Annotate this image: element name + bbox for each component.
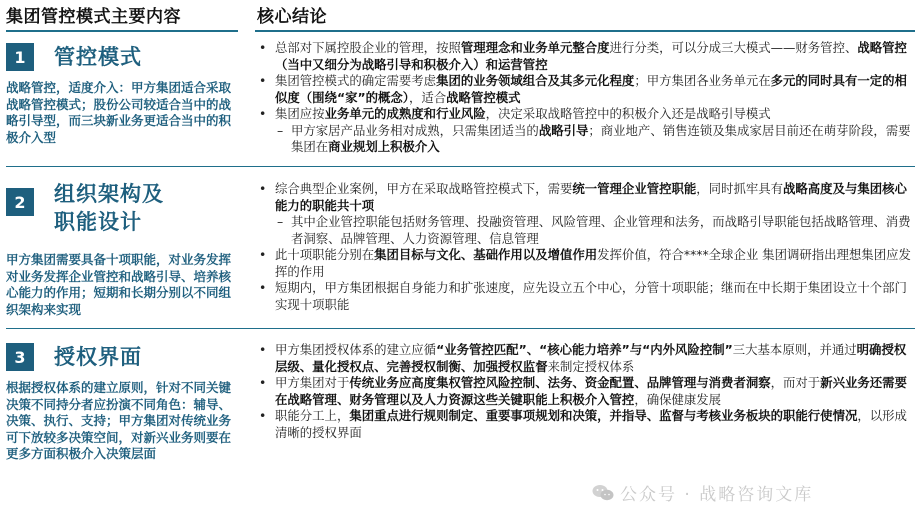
bullet-emphasis: 战略高度及与集团核心能力的职能共十项: [275, 181, 907, 213]
bullet-item: [257, 408, 913, 441]
bullet-text: 集团管控模式的确定需要考虑: [275, 73, 437, 88]
header-left-rule: [6, 30, 238, 32]
bullet-text: ；甲方集团各业务单元在: [634, 73, 771, 88]
bullet-emphasis: 集团目标与文化、基础作用以及增值作用: [374, 247, 598, 262]
bullet-emphasis: 商业规划上积极介入: [328, 139, 440, 154]
bullet-text: ，以形成清晰的授权界面: [275, 408, 907, 440]
section-summary: 战略管控，适度介入：甲方集团适合采取战略管控模式；股份公司较适合当中的战略引导型，而三块新业务更适合当中的积极介入型: [6, 80, 232, 145]
section-number: 1: [6, 43, 34, 71]
sub-bullet-item: [257, 123, 913, 156]
bullet-text: 综合典型企业案例，甲方在采取战略管控模式下，需要: [275, 181, 573, 196]
bullet-text: 甲方集团授权体系的建立应循: [275, 342, 437, 357]
bullet-emphasis: 明确授权层级、量化授权点、完善授权制衡、加强授权监督: [275, 342, 907, 374]
bullet-emphasis: 新兴业务还需要在战略管理、财务管理以及人力资源这些关键职能上积极介入管控: [275, 375, 907, 407]
bullet-text: ；商业地产、销售连锁及集成家居目前还在萌芽阶段，需要集团在: [291, 122, 911, 154]
section-number: 2: [6, 188, 34, 216]
bullet-item: [257, 73, 913, 106]
bullet-text: 职能分工上，: [275, 408, 350, 423]
section-title-line2: 职能设计: [54, 210, 142, 234]
bullet-text: 甲方集团对于: [275, 375, 350, 390]
bullet-text: 短期内，甲方集团根据自身能力和扩张速度，应先设立五个中心，分管十项职能；继而在中长期于集团设立十个部门实现十项职能: [275, 280, 907, 312]
bullet-emphasis: 战略管控模式: [446, 89, 521, 105]
section-title: 授权界面: [54, 345, 142, 369]
section-number: 3: [6, 343, 34, 371]
section-title: 管控模式: [54, 45, 142, 69]
bullet-text: 三大基本原则，并通过: [732, 342, 857, 357]
bullet-text: 发挥价值，符合****全球企业 集团调研指出理想集团应发挥的作用: [275, 247, 911, 279]
header-right-rule: [255, 30, 915, 32]
header-right-title: 核心结论: [257, 7, 327, 27]
bullet-item: [257, 40, 913, 73]
bullet-item: [257, 342, 913, 375]
wechat-icon: [592, 484, 614, 502]
bullet-text: ，同时抓牢具有: [696, 181, 784, 196]
bullet-text: 其中企业管控职能包括财务管理、投融资管理、风险管理、企业管理和法务，而战略引导职能包括战略管理、消费者洞察、品牌管理、人力资源管理、信息管理: [291, 214, 911, 246]
section-divider: [6, 166, 915, 167]
section-divider: [6, 328, 915, 329]
section-summary: 甲方集团需要具备十项职能，对业务发挥对业务发挥企业管控和战略引导、培养核心能力的作用；短期和长期分别以不同组织架构来实现: [6, 252, 232, 317]
header-left-title: 集团管控模式主要内容: [6, 7, 181, 27]
section-summary: 根据授权体系的建立原则，针对不同关键决策不同持分者应扮演不同角色：辅导、决策、执行、支持；甲方集团对传统业务可下放较多决策空间，对新兴业务则要在更多方面积极介入决策层面: [6, 380, 232, 461]
section-bullets: [257, 40, 913, 156]
watermark: [592, 480, 813, 505]
bullet-emphasis: 战略引导: [538, 122, 589, 138]
section-bullets: [257, 181, 913, 313]
bullet-emphasis: 统一管理企业管控职能: [572, 181, 697, 196]
bullet-text: ，确保健康发展: [634, 391, 722, 407]
bullet-item: [257, 106, 913, 123]
bullet-text: 此十项职能分别在: [275, 247, 375, 262]
watermark-text: 公众号 · 战略咨询文库: [620, 485, 814, 505]
bullet-emphasis: 集团重点进行规则制定、重要事项规划和决策，并指导、监督与考核业务板块的职能行使情况: [349, 408, 858, 423]
sub-bullet-item: [257, 214, 913, 247]
bullet-text: 来制定授权体系: [547, 358, 635, 374]
bullet-emphasis: 管理理念和业务单元整合度: [460, 40, 610, 55]
bullet-text: 进行分类，可以分成三大模式——财务管控、: [609, 40, 858, 55]
bullet-item: [257, 375, 913, 408]
bullet-item: [257, 247, 913, 280]
bullet-text: ，决定采取战略管控中的积极介入还是战略引导模式: [485, 106, 771, 121]
bullet-emphasis: 集团的业务领域组合及其多元化程度: [436, 73, 635, 88]
bullet-item: [257, 280, 913, 313]
bullet-text: 甲方家居产品业务相对成熟，只需集团适当的: [291, 122, 539, 138]
bullet-text: ，适合: [409, 89, 447, 105]
section-bullets: [257, 342, 913, 441]
bullet-text: ，而对于: [770, 375, 821, 390]
bullet-emphasis: 传统业务应高度集权管控风险控制、法务、资金配置、品牌管理与消费者洞察: [349, 375, 771, 390]
bullet-text: 集团应按: [275, 106, 325, 121]
bullet-emphasis: 业务单元的成熟度和行业风险: [324, 106, 486, 121]
bullet-emphasis: “业务管控匹配”、“核心能力培养”与“内外风险控制”: [436, 342, 733, 357]
bullet-emphasis: 多元的同时具有一定的相似度（围绕“家”的概念）: [275, 73, 907, 105]
bullet-emphasis: 战略管控（当中又细分为战略引导和积极介入）和运营管控: [275, 40, 907, 72]
bullet-item: [257, 181, 913, 214]
bullet-text: 总部对下属控股企业的管理，按照: [275, 40, 461, 55]
section-title: 组织架构及: [54, 182, 164, 206]
